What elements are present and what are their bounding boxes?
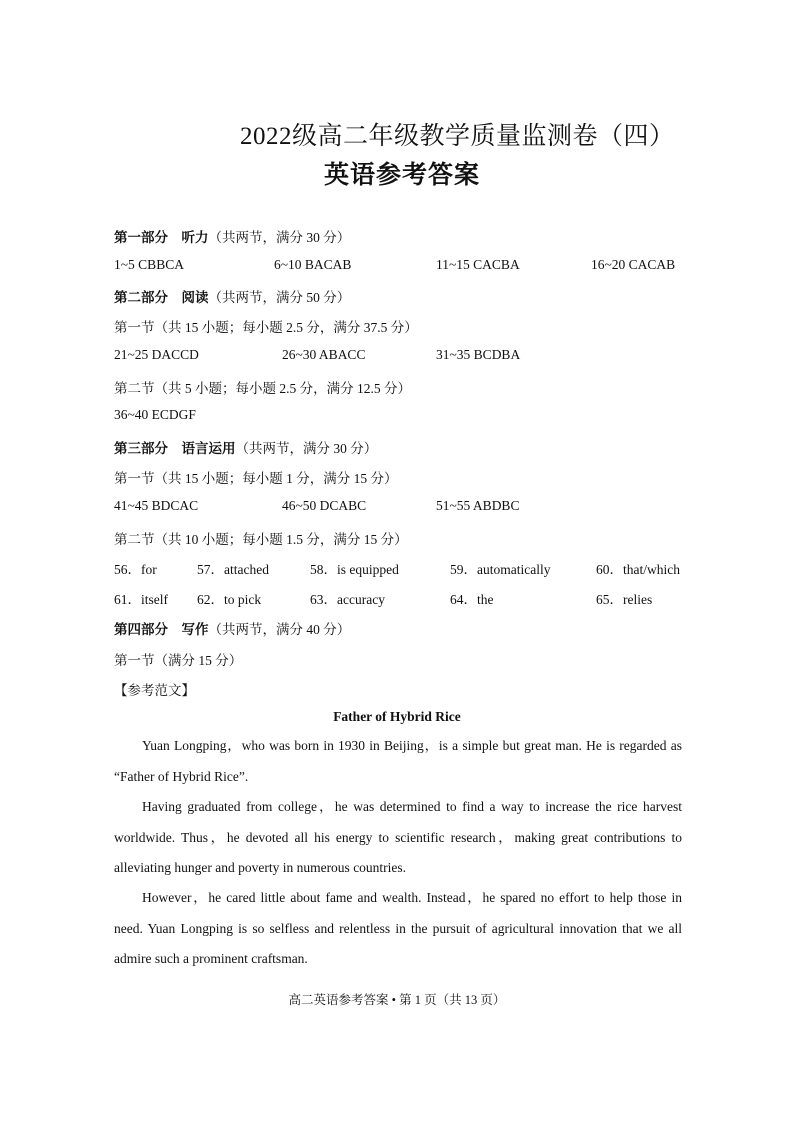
part3-header: [114, 437, 377, 457]
part4-section1-title: 第一节（满分 15 分）: [114, 653, 243, 668]
essay-title: Father of Hybrid Rice: [333, 709, 461, 724]
answer-group: 11~15 CACBA: [436, 257, 520, 272]
page-title: 2022级高二年级教学质量监测卷（四）: [240, 123, 675, 150]
part1-note: （共两节，满分 30 分）: [208, 230, 351, 245]
answer-item: 56．for: [114, 562, 157, 577]
answer-group: 51~55 ABDBC: [436, 498, 520, 513]
answer-group: 16~20 CACAB: [591, 257, 676, 272]
answer-item: 63．accuracy: [310, 592, 385, 607]
page-footer: 高二英语参考答案 • 第 1 页（共 13 页）: [288, 993, 506, 1007]
part2-note: （共两节，满分 50 分）: [208, 290, 351, 305]
part3-note: （共两节，满分 30 分）: [235, 441, 378, 456]
part2-heading: 第二部分 阅读: [114, 290, 209, 305]
essay-paragraph: Yuan Longping，who was born in 1930 in Beijing，is a simple but great man. He is regarded as “Father of Hybrid Rice”.: [114, 738, 682, 784]
part1-header: [114, 226, 350, 246]
part2-header: [114, 286, 350, 306]
answer-group: 41~45 BDCAC: [114, 498, 199, 513]
part3-section2-title: 第二节（共 10 小题；每小题 1.5 分，满分 15 分）: [114, 532, 408, 547]
part4-header: [114, 618, 350, 638]
essay-paragraph: Having graduated from college，he was determined to find a way to increase the rice harvest worldwide. Thus，he devoted all his energy to scientific research，making great contributions to alleviating hunger and poverty in numerous countries.: [114, 799, 682, 875]
sample-essay-label: 【参考范文】: [114, 683, 195, 698]
answer-item: 58．is equipped: [310, 562, 399, 577]
answer-group: 36~40 ECDGF: [114, 407, 196, 422]
answer-item: 59．automatically: [450, 562, 551, 577]
part2-section1-title: 第一节（共 15 小题；每小题 2.5 分，满分 37.5 分）: [114, 320, 418, 335]
part4-heading: 第四部分 写作: [114, 622, 209, 637]
answer-group: 6~10 BACAB: [274, 257, 352, 272]
answer-item: 65．relies: [596, 592, 653, 607]
part3-heading: 第三部分 语言运用: [114, 441, 236, 456]
answer-group: 1~5 CBBCA: [114, 257, 184, 272]
part2-section2-title: 第二节（共 5 小题；每小题 2.5 分，满分 12.5 分）: [114, 381, 411, 396]
answer-item: 62．to pick: [197, 592, 262, 607]
essay-paragraph: However，he cared little about fame and wealth. Instead，he spared no effort to help those in need. Yuan Longping is so selfless and relentless in the pursuit of agricultural innovation that we all admire such a prominent craftsman.: [114, 890, 682, 966]
answer-group: 31~35 BCDBA: [436, 347, 521, 362]
answer-item: 61．itself: [114, 592, 168, 607]
answer-item: 57．attached: [197, 562, 269, 577]
part1-heading: 第一部分 听力: [114, 230, 209, 245]
answer-item: 64．the: [450, 592, 494, 607]
answer-group: 46~50 DCABC: [282, 498, 367, 513]
page-subtitle: 英语参考答案: [324, 162, 481, 189]
part3-section1-title: 第一节（共 15 小题；每小题 1 分，满分 15 分）: [114, 471, 398, 486]
answer-group: 26~30 ABACC: [282, 347, 366, 362]
answer-group: 21~25 DACCD: [114, 347, 199, 362]
answer-item: 60．that/which: [596, 562, 680, 577]
part4-note: （共两节，满分 40 分）: [208, 622, 351, 637]
